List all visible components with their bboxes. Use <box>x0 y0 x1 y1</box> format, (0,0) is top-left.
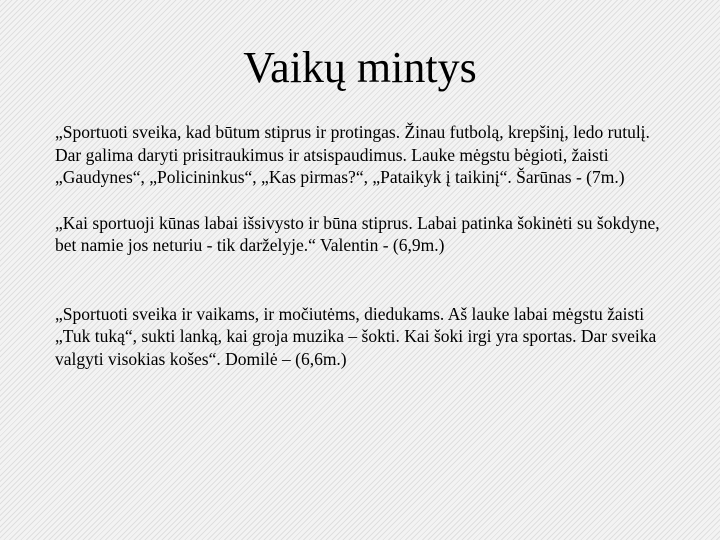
quote-domile: „Sportuoti sveika ir vaikams, ir močiutėms, diedukams. Aš lauke labai mėgstu žaisti „Tuk tuką“, sukti lanką, kai groja muzika – šokti. Kai šoki irgi yra sportas. Dar sveika valgyti visokias košes“. Domilė – (6,6m.) <box>55 303 657 369</box>
quote-valentin: „Kai sportuoji kūnas labai išsivysto ir būna stiprus. Labai patinka šokinėti su šokdyne, bet namie jos neturiu - tik darželyje.“ Valentin - (6,9m.) <box>55 212 660 255</box>
quote-sarunas: „Sportuoti sveika, kad būtum stiprus ir protingas. Žinau futbolą, krepšinį, ledo rutulį. Dar galima daryti prisitraukimus ir atsispaudimus. Lauke mėgstu bėgioti, žaisti „Gaudynes“, „Policininkus“, „Kas pirmas?“, „Pataikyk į taikinį“. Šarūnas - (7m.) <box>55 122 650 187</box>
slide-title: Vaikų mintys <box>243 43 477 92</box>
slide-content <box>55 121 680 370</box>
